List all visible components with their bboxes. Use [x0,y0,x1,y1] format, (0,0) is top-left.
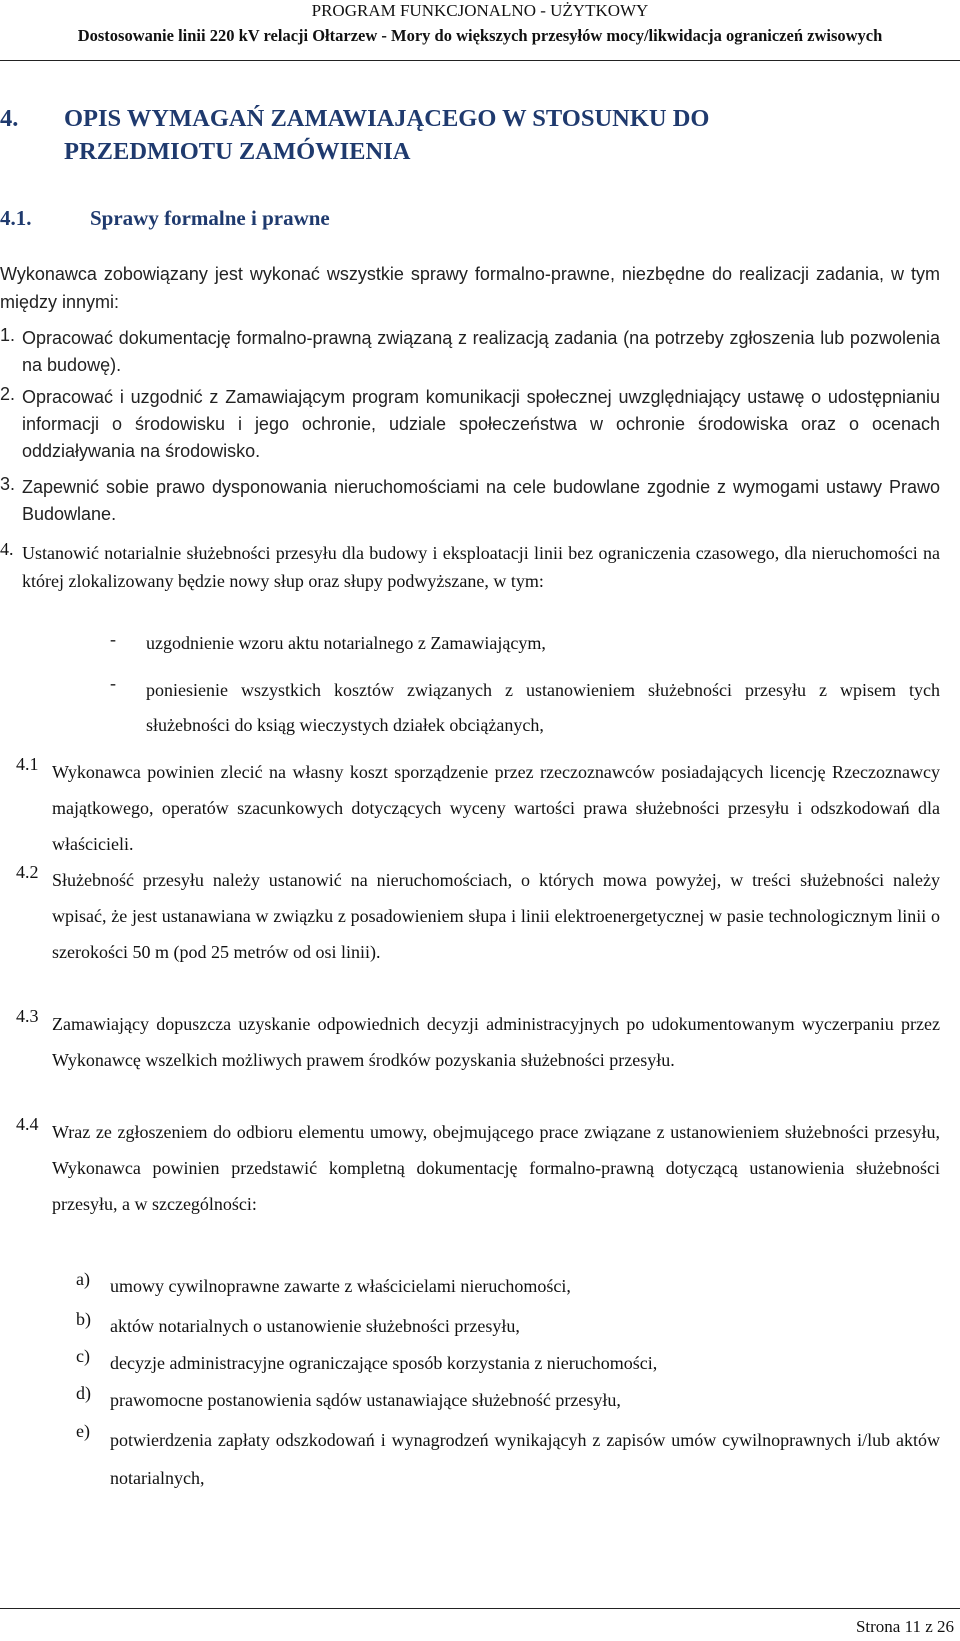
subitem-number: 4.2 [16,862,39,882]
letter-item-text: umowy cywilnoprawne zawarte z właścicielami nieruchomości, [110,1276,571,1296]
dash-item-text: uzgodnienie wzoru aktu notarialnego z Zamawiającym, [146,633,546,653]
list-item-number: 3. [0,474,16,494]
list-item-text: Opracować dokumentację formalno-prawną związaną z realizacją zadania (na potrzeby zgłoszenia lub pozwolenia na budowę). [22,328,940,375]
subitem-number: 4.1 [16,754,39,774]
letter-item-text: prawomocne postanowienia sądów ustanawiające służebność przesyłu, [110,1390,621,1410]
subitem-text: Wraz ze zgłoszeniem do odbioru elementu umowy, obejmującego prace związane z ustanowieniem służebności przesyłu, Wykonawca powinien przedstawić kompletną dokumentację formalno-prawną dotyczącą ustanowienia służebności przesyłu, a w szczególności: [52,1122,940,1214]
letter-item-marker: c) [76,1346,90,1366]
list-item-text: Ustanowić notarialnie służebności przesyłu dla budowy i eksploatacji linii bez ograniczenia czasowego, dla nieruchomości na której zlokalizowany będzie nowy słup oraz słupy podwyższane, w tym: [22,543,940,591]
footer-divider [0,1608,960,1609]
letter-item-text: aktów notarialnych o ustanowienie służebności przesyłu, [110,1316,520,1336]
letter-item-text: potwierdzenia zapłaty odszkodowań i wynagrodzeń wynikającyh z zapisów umów cywilnoprawnych i/lub aktów notarialnych, [110,1430,940,1488]
list-item-text: Opracować i uzgodnić z Zamawiającym program komunikacji społecznej uwzględniający ustawę o udostępnianiu informacji o środowisku i jego ochronie, udziale społeczeństwa w ochronie środowiska oraz o ocenach oddziaływania na środowisko. [22,387,940,461]
header-divider [0,60,960,61]
letter-item-marker: b) [76,1309,91,1329]
letter-item-marker: d) [76,1383,91,1403]
letter-item-marker: e) [76,1421,90,1441]
list-item-number: 2. [0,384,16,404]
page-number: Strona 11 z 26 [855,1617,954,1636]
section-number: 4. [0,105,19,132]
list-item-number: 1. [0,325,16,345]
dash-bullet: - [110,673,116,693]
list-item-text: Zapewnić sobie prawo dysponowania nieruchomościami na cele budowlane zgodnie z wymogami ustawy Prawo Budowlane. [22,477,940,524]
subsection-number: 4.1. [0,206,32,230]
dash-bullet: - [110,629,116,649]
subitem-text: Zamawiający dopuszcza uzyskanie odpowiednich decyzji administracyjnych po udokumentowanym wyczerpaniu przez Wykonawcę wszelkich możliwych prawem środków pozyskania służebności przesyłu. [52,1014,940,1070]
subitem-number: 4.4 [16,1114,39,1134]
dash-item-text: poniesienie wszystkich kosztów związanych z ustanowieniem służebności przesyłu z wpisem tych służebności do ksiąg wieczystych działek obciążanych, [146,680,940,735]
letter-item-text: decyzje administracyjne ograniczające sposób korzystania z nieruchomości, [110,1353,658,1373]
subitem-text: Służebność przesyłu należy ustanowić na nieruchomościach, o których mowa powyżej, w treści służebności należy wpisać, że jest ustanawiana w związku z posadowieniem słupa i linii elektroenergetycznej w pasie technologicznym linii o szerokości 50 m (pod 25 metrów od osi linii). [52,870,940,962]
document-header-program: PROGRAM FUNKCJONALNO - UŻYTKOWY [311,1,649,20]
letter-item-marker: a) [76,1269,90,1289]
document-header-subtitle: Dostosowanie linii 220 kV relacji Ołtarzew - Mory do większych przesyłów mocy/likwidacja ograniczeń zwisowych [77,26,883,45]
intro-paragraph: Wykonawca zobowiązany jest wykonać wszystkie sprawy formalno-prawne, niezbędne do realizacji zadania, w tym między innymi: [0,264,940,312]
section-title: OPIS WYMAGAŃ ZAMAWIAJĄCEGO W STOSUNKU DO PRZEDMIOTU ZAMÓWIENIA [64,105,710,165]
subitem-text: Wykonawca powinien zlecić na własny koszt sporządzenie przez rzeczoznawców posiadających licencję Rzeczoznawcy majątkowego, operatów szacunkowych dotyczących wyceny wartości prawa służebności przesyłu i odszkodowań dla właścicieli. [52,762,940,854]
list-item-number: 4. [0,539,14,559]
subsection-title: Sprawy formalne i prawne [90,206,330,230]
subitem-number: 4.3 [16,1006,39,1026]
